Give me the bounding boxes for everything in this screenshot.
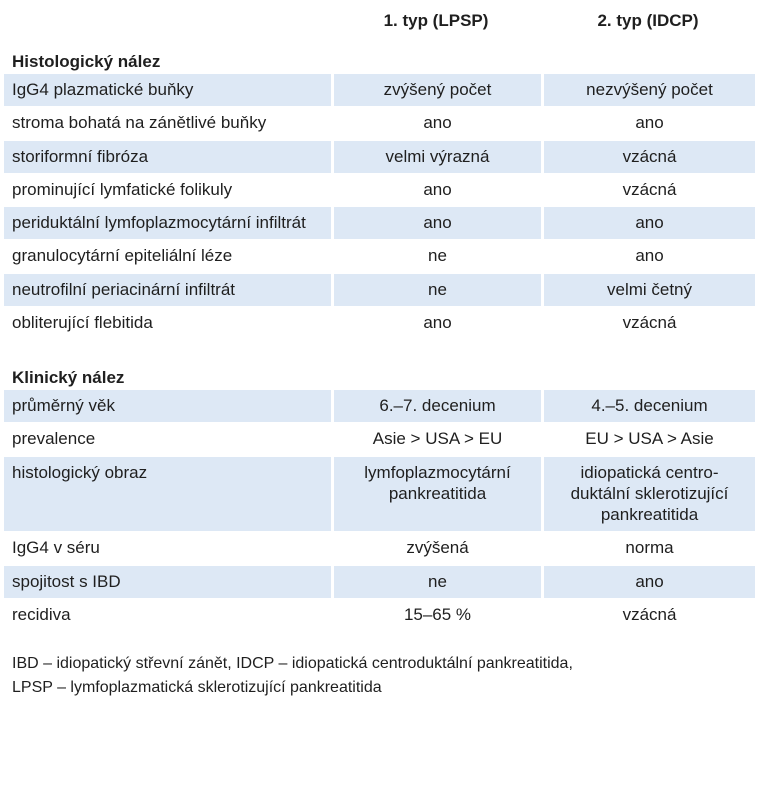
table-row — [4, 141, 755, 174]
table-row — [4, 566, 755, 599]
table-row — [4, 599, 755, 632]
idcp-value: ano — [541, 207, 755, 240]
lpsp-value: zvýšený počet — [331, 74, 541, 107]
table-row — [4, 532, 755, 565]
table-row — [4, 390, 755, 423]
lpsp-value: Asie > USA > EU — [331, 423, 541, 456]
lpsp-value: ano — [331, 307, 541, 340]
row-label: obliterující flebitida — [4, 307, 331, 340]
table-header-row — [4, 0, 755, 42]
row-label: granulocytární epiteliální léze — [4, 240, 331, 273]
table-row — [4, 74, 755, 107]
idcp-value: 4.–5. decenium — [541, 390, 755, 423]
lpsp-value: 6.–7. decenium — [331, 390, 541, 423]
clinical-heading: Klinický nález — [12, 367, 125, 387]
table-row — [4, 107, 755, 140]
header-idcp-column: 2. typ (IDCP) — [597, 11, 699, 31]
section-heading-row — [4, 42, 755, 74]
lpsp-value: ne — [331, 274, 541, 307]
row-label: IgG4 v séru — [4, 532, 331, 565]
table-row — [4, 174, 755, 207]
footnote-line-1: IBD – idiopatický střevní zánět, IDCP – idiopatická centroduktální pankreatitida, — [12, 655, 573, 672]
row-label: IgG4 plazmatické buňky — [4, 74, 331, 107]
lpsp-value: ano — [331, 207, 541, 240]
table-row — [4, 423, 755, 456]
row-label: neutrofilní periacinární infiltrát — [4, 274, 331, 307]
table-row — [4, 207, 755, 240]
histology-section — [4, 42, 755, 358]
row-label: prominující lymfatické folikuly — [4, 174, 331, 207]
lpsp-value: velmi výrazná — [331, 141, 541, 174]
lpsp-value: ne — [331, 240, 541, 273]
header-label-column — [4, 0, 331, 42]
idcp-value: vzácná — [541, 599, 755, 632]
idcp-value: ano — [541, 566, 755, 599]
lpsp-value: ano — [331, 107, 541, 140]
row-label: recidiva — [4, 599, 331, 632]
idcp-value: EU > USA > Asie — [541, 423, 755, 456]
lpsp-value: zvýšená — [331, 532, 541, 565]
lpsp-value: ano — [331, 174, 541, 207]
table-row — [4, 457, 755, 533]
idcp-value: ano — [541, 107, 755, 140]
table-row — [4, 307, 755, 340]
lpsp-value: ne — [331, 566, 541, 599]
clinical-section — [4, 358, 755, 632]
row-label: histologický obraz — [4, 457, 331, 533]
idcp-value: velmi četný — [541, 274, 755, 307]
row-label: spojitost s IBD — [4, 566, 331, 599]
row-label: stroma bohatá na zánětlivé buňky — [4, 107, 331, 140]
table-row — [4, 240, 755, 273]
idcp-value: ano — [541, 240, 755, 273]
idcp-value: vzácná — [541, 307, 755, 340]
row-label: periduktální lymfoplazmocytární infiltrát — [4, 207, 331, 240]
table-footnote — [4, 632, 755, 700]
lpsp-value: lymfoplazmocytární pankreatitida — [331, 457, 541, 533]
section-heading-row — [4, 358, 755, 390]
row-label: průměrný věk — [4, 390, 331, 423]
idcp-value: idiopatická centro-duktální sklerotizující pankreatitida — [541, 457, 755, 533]
idcp-value: vzácná — [541, 141, 755, 174]
lpsp-value: 15–65 % — [331, 599, 541, 632]
section-spacer — [4, 340, 755, 358]
comparison-table — [4, 0, 755, 632]
header-lpsp-column: 1. typ (LPSP) — [383, 11, 489, 31]
table-row — [4, 274, 755, 307]
row-label: storiformní fibróza — [4, 141, 331, 174]
footnote-line-2: LPSP – lymfoplazmatická sklerotizující pankreatitida — [12, 679, 382, 696]
idcp-value: vzácná — [541, 174, 755, 207]
histology-heading: Histologický nález — [12, 51, 161, 71]
idcp-value: nezvýšený počet — [541, 74, 755, 107]
idcp-value: norma — [541, 532, 755, 565]
row-label: prevalence — [4, 423, 331, 456]
